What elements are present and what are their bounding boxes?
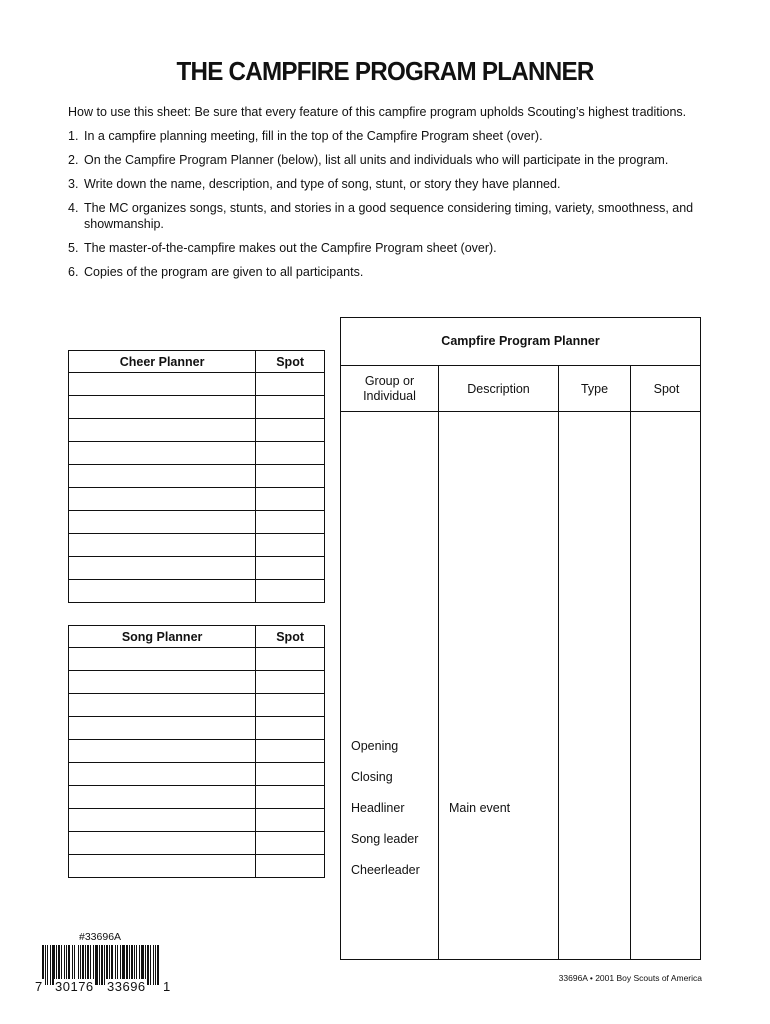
table-row (69, 373, 325, 396)
barcode-group-1: 30176 (55, 979, 94, 994)
step-number: 6. (68, 265, 79, 279)
instruction-item (68, 264, 708, 280)
spot-cell[interactable] (256, 396, 325, 419)
type-column-header: Type (580, 381, 609, 396)
spot-cell[interactable] (256, 373, 325, 396)
song-planner-header: Song Planner (69, 626, 256, 648)
table-row (69, 855, 325, 878)
table-row (69, 465, 325, 488)
step-text: In a campfire planning meeting, fill in the top of the Campfire Program sheet (over). (84, 129, 543, 143)
entry-cell[interactable] (69, 511, 256, 534)
entry-cell[interactable] (69, 786, 256, 809)
table-row (69, 740, 325, 763)
divider (558, 365, 559, 959)
entry-cell[interactable] (69, 465, 256, 488)
spot-cell[interactable] (256, 557, 325, 580)
step-text: Write down the name, description, and type of song, stunt, or story they have planned. (84, 177, 561, 191)
entry-cell[interactable] (69, 534, 256, 557)
table-row (69, 832, 325, 855)
step-number: 4. (68, 201, 79, 215)
entry-cell[interactable] (69, 373, 256, 396)
entry-cell[interactable] (69, 855, 256, 878)
table-row (69, 580, 325, 603)
step-text: Copies of the program are given to all participants. (84, 265, 364, 279)
spot-cell[interactable] (256, 648, 325, 671)
entry-cell[interactable] (69, 442, 256, 465)
campfire-program-planner (340, 317, 701, 960)
spot-cell[interactable] (256, 740, 325, 763)
entry-cell[interactable] (69, 488, 256, 511)
role-closing: Closing (351, 770, 393, 784)
spot-header: Spot (256, 351, 325, 373)
barcode-digit-left: 7 (35, 979, 43, 994)
instruction-item (68, 240, 708, 256)
table-row (69, 717, 325, 740)
table-row (69, 694, 325, 717)
stock-number: #33696A (79, 931, 122, 943)
table-row (69, 511, 325, 534)
barcode-bar (150, 945, 151, 985)
instruction-list (68, 128, 708, 288)
table-row (69, 763, 325, 786)
entry-cell[interactable] (69, 580, 256, 603)
table-row (69, 648, 325, 671)
spot-cell[interactable] (256, 671, 325, 694)
spot-cell[interactable] (256, 809, 325, 832)
barcode-bar (155, 945, 156, 985)
barcode-bar (101, 945, 103, 985)
cheer-planner-header: Cheer Planner (69, 351, 256, 373)
spot-cell[interactable] (256, 717, 325, 740)
intro-text: How to use this sheet: Be sure that every feature of this campfire program upholds Scouting’s highest traditions. (68, 105, 687, 119)
table-row (69, 442, 325, 465)
entry-cell[interactable] (69, 671, 256, 694)
entry-cell[interactable] (69, 740, 256, 763)
entry-cell[interactable] (69, 557, 256, 580)
step-text: The MC organizes songs, stunts, and stories in a good sequence considering timing, variety, smoothness, and showmanship. (84, 201, 694, 231)
spot-cell[interactable] (256, 786, 325, 809)
barcode-bar (45, 945, 46, 985)
table-row (69, 786, 325, 809)
instruction-item (68, 152, 708, 168)
entry-cell[interactable] (69, 809, 256, 832)
role-cheerleader: Cheerleader (351, 863, 420, 877)
step-text: On the Campfire Program Planner (below), list all units and individuals who will participate in the program. (84, 153, 669, 167)
barcode-bar (153, 945, 154, 985)
spot-cell[interactable] (256, 534, 325, 557)
step-number: 2. (68, 153, 79, 167)
spot-cell[interactable] (256, 488, 325, 511)
barcode-digit-right: 1 (163, 979, 171, 994)
barcode-group-2: 33696 (107, 979, 146, 994)
step-number: 1. (68, 129, 79, 143)
program-planner-title: Campfire Program Planner (441, 334, 600, 348)
role-song-leader: Song leader (351, 832, 419, 846)
spot-cell[interactable] (256, 855, 325, 878)
spot-header: Spot (256, 626, 325, 648)
barcode-bar (99, 945, 100, 985)
spot-cell[interactable] (256, 580, 325, 603)
role-headliner: Headliner (351, 801, 405, 815)
spot-cell[interactable] (256, 511, 325, 534)
entry-cell[interactable] (69, 832, 256, 855)
step-number: 3. (68, 177, 79, 191)
entry-cell[interactable] (69, 419, 256, 442)
entry-cell[interactable] (69, 648, 256, 671)
role-opening: Opening (351, 739, 399, 753)
instruction-item (68, 176, 708, 192)
headliner-description: Main event (449, 801, 511, 815)
divider (630, 365, 631, 959)
instruction-item (68, 200, 708, 232)
step-number: 5. (68, 241, 79, 255)
spot-cell[interactable] (256, 419, 325, 442)
table-row (69, 809, 325, 832)
spot-cell[interactable] (256, 694, 325, 717)
spot-cell[interactable] (256, 465, 325, 488)
page-title: THE CAMPFIRE PROGRAM PLANNER (176, 56, 594, 86)
spot-column-header: Spot (653, 381, 680, 396)
barcode-bar (47, 945, 48, 985)
barcode-bar (95, 945, 98, 985)
step-text: The master-of-the-campfire makes out the Campfire Program sheet (over). (84, 241, 497, 255)
barcode-bar (147, 945, 149, 985)
table-row (69, 557, 325, 580)
barcode-bar (50, 945, 51, 985)
barcode-bar (157, 945, 159, 985)
entry-cell[interactable] (69, 763, 256, 786)
entry-cell[interactable] (69, 694, 256, 717)
table-row (69, 488, 325, 511)
divider (438, 365, 439, 959)
spot-cell[interactable] (256, 442, 325, 465)
copyright: 33696A • 2001 Boy Scouts of America (558, 973, 702, 983)
table-row (69, 534, 325, 557)
entry-cell[interactable] (69, 717, 256, 740)
spot-cell[interactable] (256, 763, 325, 786)
table-row (69, 419, 325, 442)
table-row (69, 671, 325, 694)
description-column-header: Description (467, 381, 530, 396)
barcode-bar (104, 945, 105, 985)
instruction-item (68, 128, 708, 144)
group-column-header: Group or Individual (363, 374, 416, 403)
spot-cell[interactable] (256, 832, 325, 855)
table-row (69, 396, 325, 419)
song-planner-table (68, 625, 325, 878)
cheer-planner-table (68, 350, 325, 603)
entry-cell[interactable] (69, 396, 256, 419)
